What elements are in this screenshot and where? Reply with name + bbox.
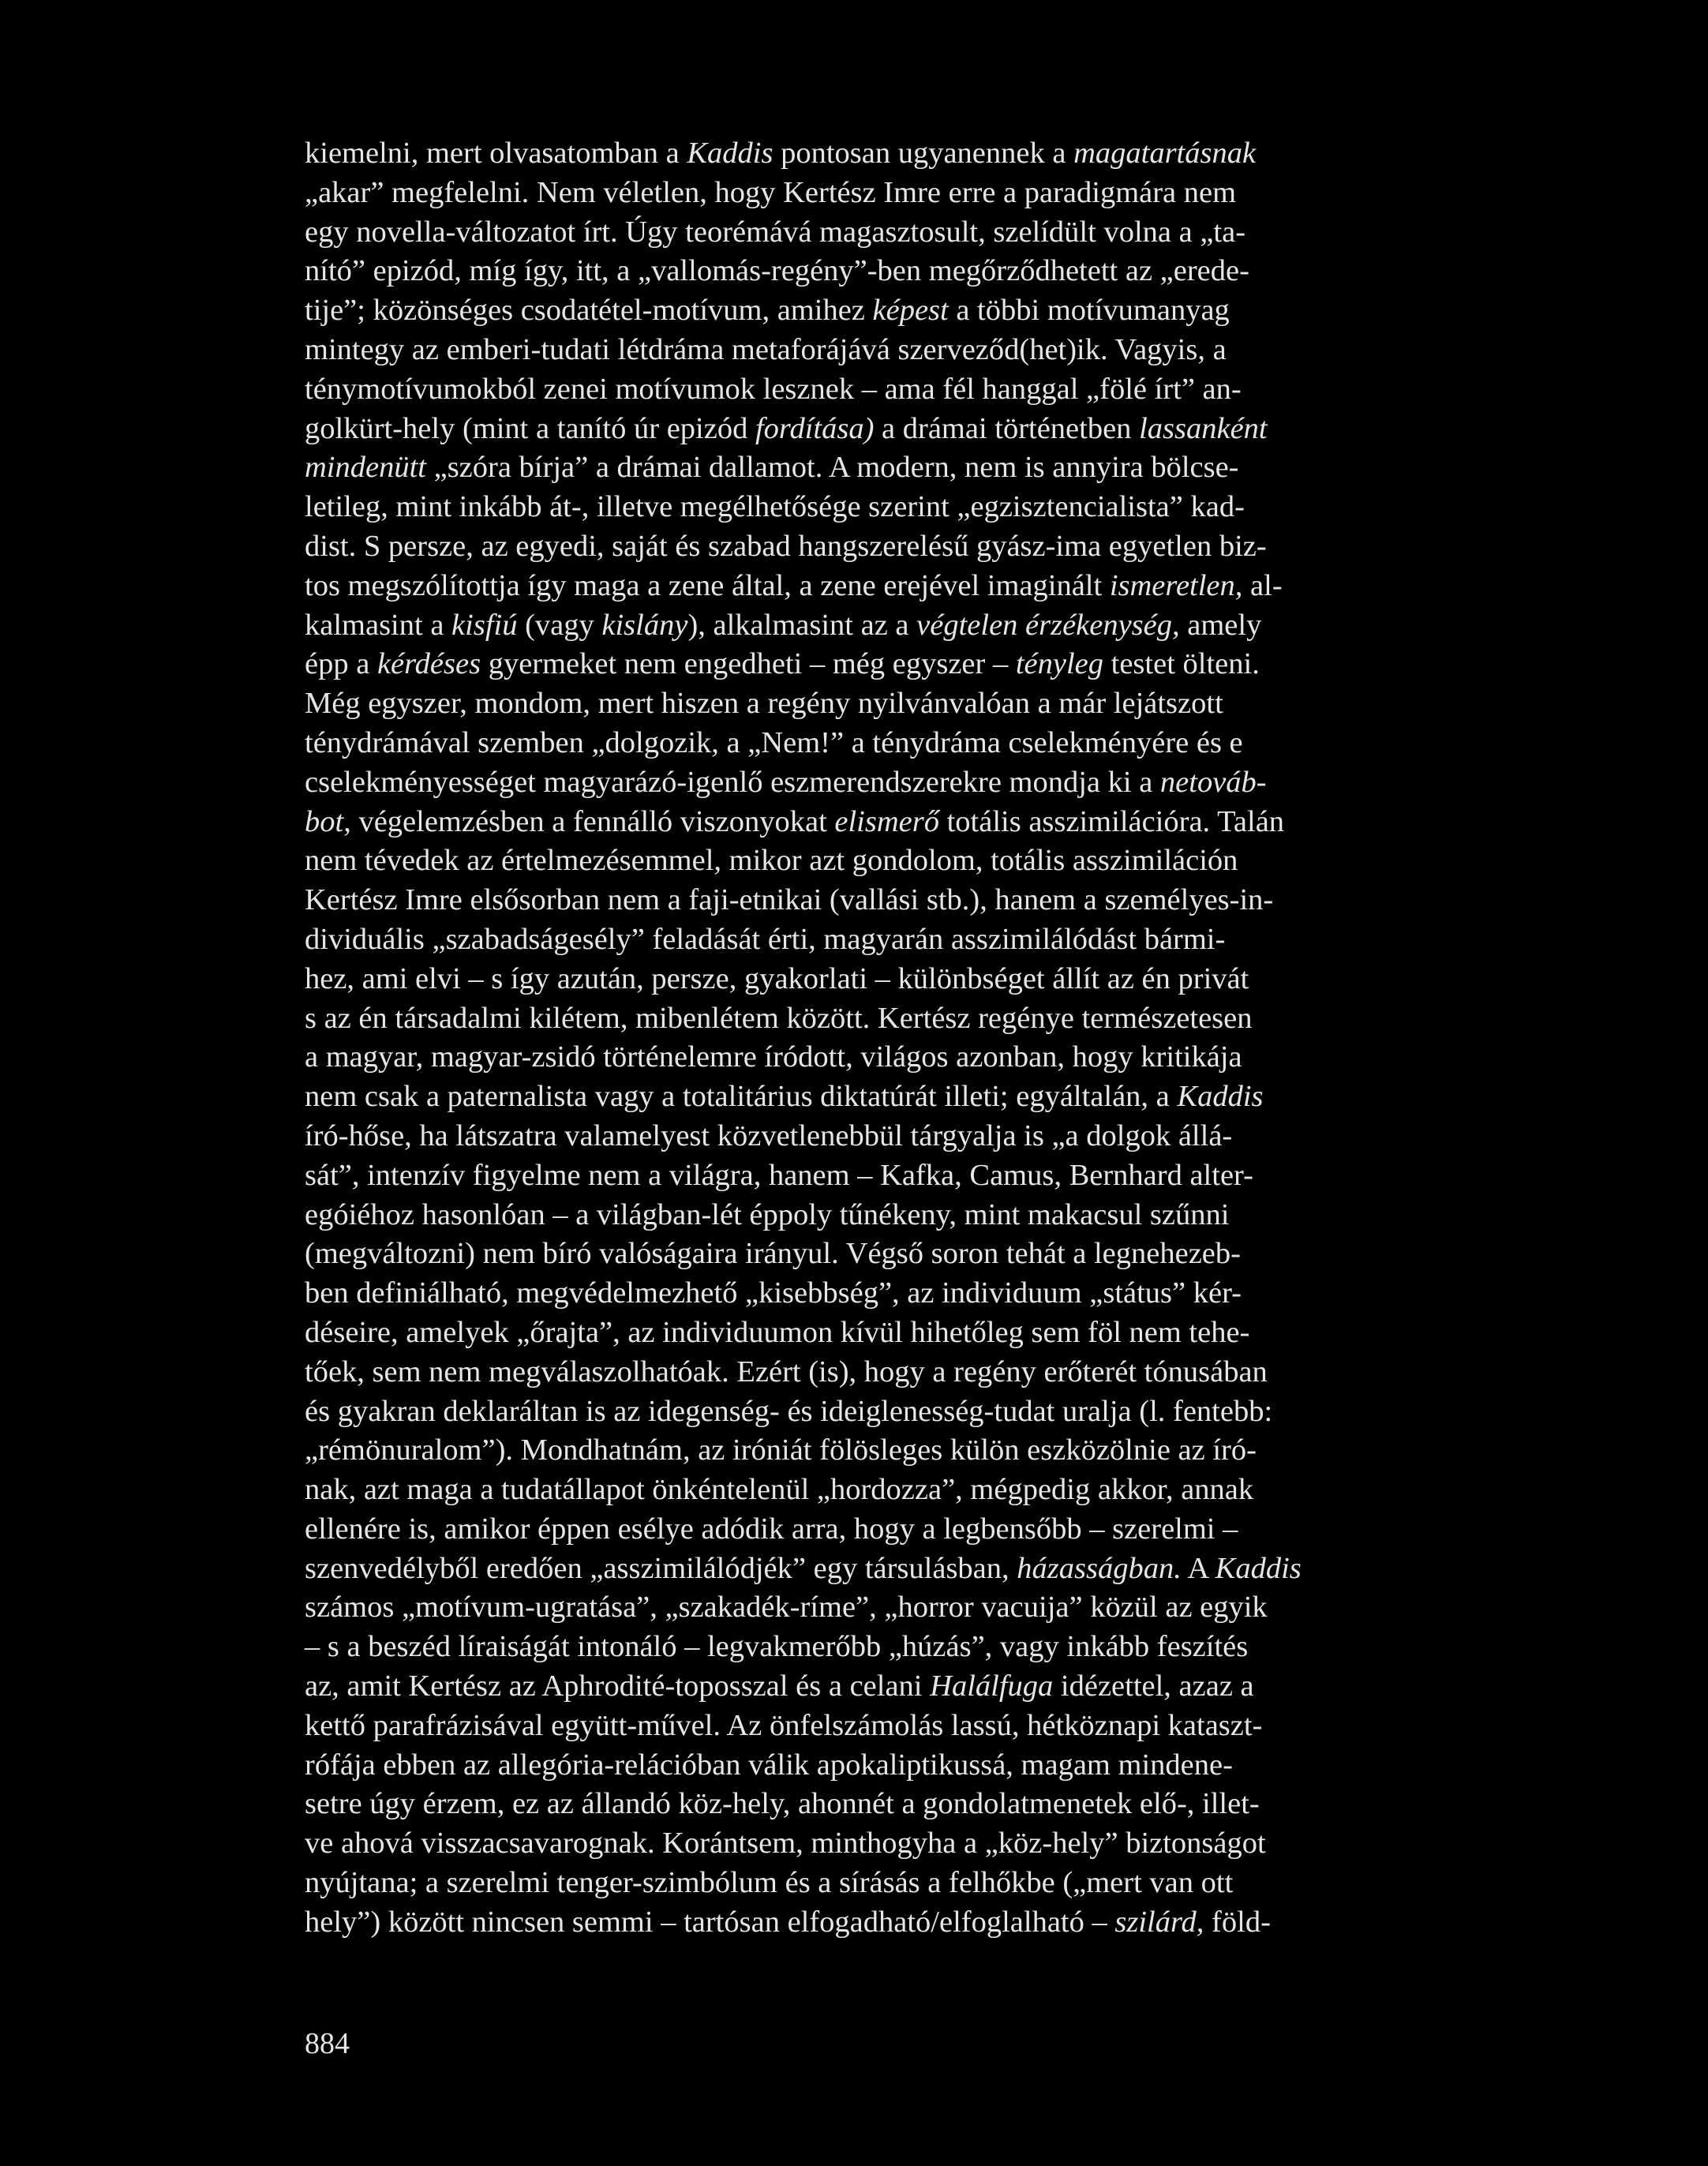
text-segment: író-hőse, ha látszatra valamelyest közvetlenebbül tárgyalja is „a dolgok állá- — [305, 1119, 1233, 1152]
text-line — [305, 1353, 1508, 1392]
text-line — [305, 1903, 1508, 1943]
text-segment: nító” epizód, míg így, itt, a „vallomás-regény”-ben megőrződhetett az „erede- — [305, 254, 1249, 288]
text-line — [305, 448, 1508, 488]
text-line — [305, 841, 1508, 881]
text-segment: kettő parafrázisával együtt-művel. Az önfelszámolás lassú, hétköznapi kataszt- — [305, 1708, 1263, 1742]
text-segment: dist. S persze, az egyedi, saját és szabad hangszerelésű gyász-ima egyetlen biz- — [305, 529, 1267, 563]
text-line — [305, 488, 1508, 527]
text-segment: , végelemzésben a fennálló viszonyokat — [343, 804, 835, 838]
text-segment: nak, azt maga a tudatállapot önkéntelenül „hordozza”, mégpedig akkor, annak — [305, 1473, 1254, 1507]
text-line — [305, 1785, 1508, 1824]
text-line — [305, 763, 1508, 803]
text-line — [305, 370, 1508, 410]
text-segment: (megváltozni) nem bíró valóságaira irányul. Végső soron tehát a legnehezeb- — [305, 1237, 1241, 1271]
text-line — [305, 252, 1508, 291]
text-segment: tos megszólítottja így maga a zene által, a zene erejével imaginált — [305, 568, 1110, 602]
text-line — [305, 1274, 1508, 1313]
text-segment: A — [1181, 1551, 1215, 1585]
text-segment: Még egyszer, mondom, mert hiszen a regény nyilvánvalóan a már lejátszott — [305, 687, 1223, 721]
text-line — [305, 331, 1508, 370]
text-segment: a drámai történetben — [874, 411, 1140, 445]
text-segment: „szóra bírja” a drámai dallamot. A modern, nem is annyira bölcse- — [425, 451, 1239, 485]
italic-text: mindenütt — [305, 451, 426, 485]
text-segment: (vagy — [517, 608, 602, 642]
text-line — [305, 1746, 1508, 1786]
text-segment: mintegy az emberi-tudati létdráma metaforájává szerveződ(het)ik. Vagyis, a — [305, 332, 1227, 366]
text-line — [305, 999, 1508, 1039]
text-segment: szenvedélyből eredően „asszimilálódjék” egy társulásban, — [305, 1551, 1017, 1585]
italic-text: kislány — [601, 608, 688, 642]
text-segment: kiemelni, mert olvasatomban a — [305, 137, 687, 170]
text-segment: – s a beszéd líraiságát intonáló – legvakmerőbb „húzás”, vagy inkább feszítés — [305, 1630, 1249, 1664]
text-segment: a többi motívumanyag — [948, 294, 1230, 328]
text-line — [305, 567, 1508, 606]
text-segment: az, amit Kertész az Aphrodité-toposszal és a celani — [305, 1669, 931, 1703]
italic-text: kérdéses — [376, 647, 481, 681]
text-line — [305, 1392, 1508, 1432]
text-line — [305, 1235, 1508, 1274]
italic-text: képest — [872, 294, 949, 328]
text-line — [305, 645, 1508, 684]
text-line — [305, 1667, 1508, 1707]
text-segment: golkürt-hely (mint a tanító úr epizód — [305, 411, 755, 445]
italic-text: bot — [305, 804, 344, 838]
text-segment: ben definiálható, megvédelmezhető „kisebbség”, az individuum „státus” kér- — [305, 1276, 1242, 1310]
text-line — [305, 960, 1508, 999]
text-line — [305, 724, 1508, 763]
text-line — [305, 1038, 1508, 1077]
text-segment: cselekményességet magyarázó-igenlő eszmerendszerekre mondja ki a — [305, 765, 1160, 799]
text-segment: letileg, mint inkább át-, illetve megélhetősége szerint „egzisztencialista” kad- — [305, 490, 1245, 524]
text-line — [305, 1588, 1508, 1628]
text-line — [305, 410, 1508, 449]
text-line — [305, 134, 1508, 174]
italic-text: végtelen érzékenység, — [916, 608, 1180, 642]
text-line — [305, 1510, 1508, 1550]
text-line — [305, 684, 1508, 724]
text-segment: egóiéhoz hasonlóan – a világban-lét éppoly tűnékeny, mint makacsul szűnni — [305, 1197, 1230, 1231]
text-line — [305, 881, 1508, 920]
text-segment: ellenére is, amikor éppen esélye adódik arra, hogy a legbensőbb – szerelmi – — [305, 1512, 1238, 1546]
text-segment: nem csak a paternalista vagy a totalitárius diktatúrát illeti; egyáltalán, a — [305, 1080, 1178, 1114]
text-segment: tőek, sem nem megválaszolhatóak. Ezért (is), hogy a regény erőterét tónusában — [305, 1355, 1268, 1388]
text-segment: hely”) között nincsen semmi – tartósan elfogadható/elfoglalható – — [305, 1905, 1115, 1939]
text-line — [305, 291, 1508, 331]
text-segment: kalmasint a — [305, 608, 452, 642]
text-line — [305, 1864, 1508, 1903]
text-line — [305, 1156, 1508, 1196]
italic-text: tényleg — [1015, 647, 1104, 681]
text-segment: amely — [1179, 608, 1262, 642]
text-segment: gyermeket nem engedheti – még egyszer – — [481, 647, 1016, 681]
text-line — [305, 1196, 1508, 1235]
text-segment: a magyar, magyar-zsidó történelemre íródott, világos azonban, hogy kritikája — [305, 1040, 1242, 1074]
text-line — [305, 1707, 1508, 1746]
text-segment: sát”, intenzív figyelme nem a világra, hanem – Kafka, Camus, Bernhard alter- — [305, 1158, 1253, 1192]
text-segment: épp a — [305, 647, 377, 681]
text-segment: nem tévedek az értelmezésemmel, mikor azt gondolom, totális asszimiláción — [305, 844, 1238, 878]
text-segment: „rémönuralom”). Mondhatnám, az iróniát fölösleges külön eszközölnie az író- — [305, 1433, 1257, 1467]
text-segment: testet ölteni. — [1103, 647, 1260, 681]
text-line — [305, 803, 1508, 842]
italic-text: fordítása) — [755, 411, 875, 445]
text-segment: számos „motívum-ugratása”, „szakadék-ríme”, „horror vacuija” közül az egyik — [305, 1591, 1268, 1624]
text-segment: al- — [1242, 568, 1283, 602]
text-line — [305, 1628, 1508, 1667]
italic-text: netováb- — [1159, 765, 1267, 799]
text-segment: idézettel, azaz a — [1053, 1669, 1254, 1703]
text-segment: ), alkalmasint az a — [687, 608, 917, 642]
italic-text: ismeretlen, — [1109, 568, 1243, 602]
text-segment: s az én társadalmi kilétem, mibenlétem között. Kertész regénye természetesen — [305, 1001, 1253, 1035]
italic-text: elismerő — [834, 804, 939, 838]
text-segment: ténydrámával szemben „dolgozik, a „Nem!” a ténydráma cselekményére és e — [305, 725, 1243, 759]
body-text — [305, 134, 1508, 1943]
text-line — [305, 606, 1508, 646]
italic-text: szilárd, — [1114, 1905, 1204, 1939]
italic-text: házasságban. — [1017, 1551, 1182, 1585]
italic-text: Kaddis — [687, 137, 773, 170]
text-line — [305, 1471, 1508, 1510]
text-segment: és gyakran deklaráltan is az idegenség- és ideiglenesség-tudat uralja (l. fentebb: — [305, 1394, 1273, 1428]
italic-text: Kaddis — [1177, 1080, 1264, 1114]
text-segment: pontosan ugyanennek a — [773, 137, 1074, 170]
italic-text: lassanként — [1139, 411, 1268, 445]
text-segment: rófája ebben az allegória-relációban válik apokaliptikussá, magam mindene- — [305, 1748, 1233, 1782]
page-number: 884 — [305, 2027, 350, 2060]
text-segment: „akar” megfelelni. Nem véletlen, hogy Kertész Imre erre a paradigmára nem — [305, 175, 1237, 209]
text-segment: totális asszimilációra. Talán — [938, 804, 1285, 838]
text-line — [305, 1313, 1508, 1353]
text-segment: setre úgy érzem, ez az állandó köz-hely, ahonnét a gondolatmenetek elő-, illet- — [305, 1787, 1260, 1821]
text-line — [305, 1077, 1508, 1117]
text-line — [305, 174, 1508, 213]
text-segment: Kertész Imre elsősorban nem a faji-etnikai (vallási stb.), hanem a személyes-in- — [305, 883, 1274, 917]
text-segment: dividuális „szabadságesély” feladását érti, magyarán asszimilálódást bármi- — [305, 922, 1226, 956]
text-segment: tije”; közönséges csodatétel-motívum, amihez — [305, 294, 873, 328]
italic-text: kisfiú — [451, 608, 518, 642]
text-line — [305, 213, 1508, 253]
text-line — [305, 920, 1508, 960]
text-line — [305, 527, 1508, 567]
text-line — [305, 1550, 1508, 1589]
text-segment: ve ahová visszacsavarognak. Korántsem, minthogyha a „köz-hely” biztonságot — [305, 1827, 1266, 1861]
italic-text: Kaddis — [1215, 1551, 1302, 1585]
text-line — [305, 1431, 1508, 1471]
text-segment: ténymotívumokból zenei motívumok lesznek – ama fél hanggal „fölé írt” an- — [305, 372, 1242, 406]
text-line — [305, 1824, 1508, 1864]
text-segment: föld- — [1204, 1905, 1271, 1939]
text-segment: hez, ami elvi – s így azután, persze, gyakorlati – különbséget állít az én privát — [305, 961, 1249, 995]
text-line — [305, 1117, 1508, 1156]
text-segment: déseire, amelyek „őrajta”, az individuumon kívül hihetőleg sem föl nem tehe- — [305, 1315, 1250, 1349]
italic-text: Halálfuga — [930, 1669, 1054, 1703]
italic-text: magatartásnak — [1073, 137, 1257, 170]
text-segment: egy novella-változatot írt. Úgy teorémává magasztosult, szelídült volna a „ta- — [305, 215, 1246, 249]
text-segment: nyújtana; a szerelmi tenger-szimbólum és a sírásás a felhőkbe („mert van ott — [305, 1866, 1234, 1900]
